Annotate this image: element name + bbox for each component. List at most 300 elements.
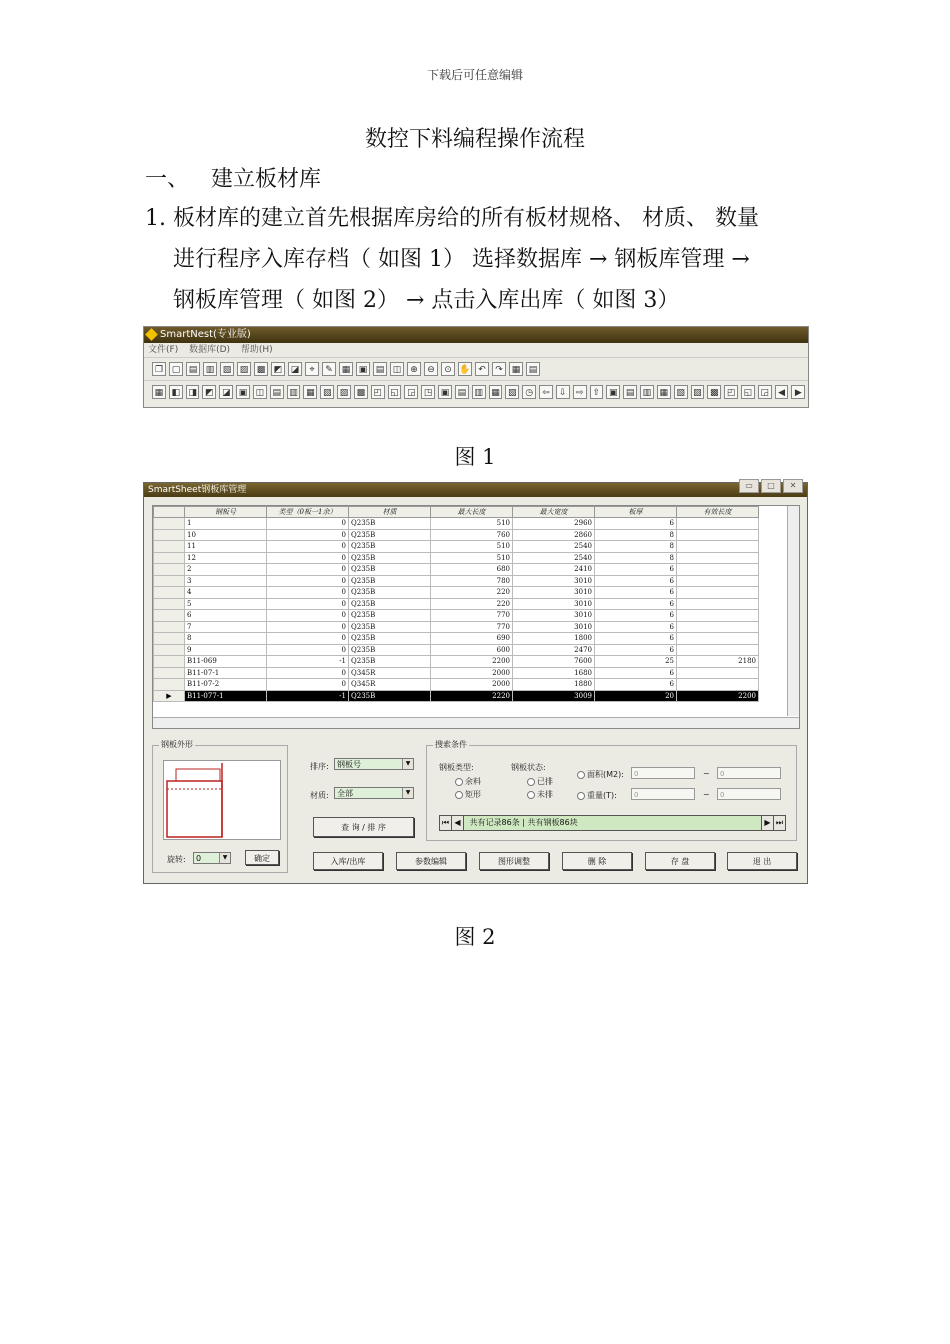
row-indicator[interactable]	[154, 587, 185, 599]
toolbar-button-icon[interactable]: ◷	[522, 385, 536, 399]
table-cell[interactable]: 2540	[513, 541, 595, 553]
prev-record-icon[interactable]: ◀	[452, 816, 464, 830]
toolbar-button-icon[interactable]: ▤	[186, 362, 200, 376]
toolbar-button-icon[interactable]: ▤	[373, 362, 387, 376]
table-cell[interactable]: 0	[267, 679, 349, 691]
table-cell[interactable]: 600	[431, 644, 513, 656]
table-cell[interactable]	[677, 621, 759, 633]
toolbar-button-icon[interactable]: ◨	[186, 385, 200, 399]
delete-button[interactable]: 删 除	[562, 852, 632, 870]
table-cell[interactable]: 9	[185, 644, 267, 656]
material-value: 全部	[337, 789, 353, 798]
rotate-value: 0	[196, 854, 202, 863]
table-row[interactable]	[154, 610, 759, 622]
toolbar-button-icon[interactable]: ⊖	[424, 362, 438, 376]
figure-2-sheet-manager-screenshot	[143, 482, 808, 884]
table-cell[interactable]: 770	[431, 621, 513, 633]
toolbar-button-icon[interactable]: ◪	[219, 385, 233, 399]
table-cell[interactable]: 510	[431, 541, 513, 553]
toolbar-button-icon[interactable]: ▤	[455, 385, 469, 399]
plate-status-unnested-radio[interactable]	[527, 789, 553, 800]
table-cell[interactable]: 0	[267, 644, 349, 656]
toolbar-button-icon[interactable]: ◱	[741, 385, 755, 399]
toolbar-button-icon[interactable]: ⇧	[590, 385, 604, 399]
table-cell[interactable]: 4	[185, 587, 267, 599]
table-cell[interactable]	[677, 610, 759, 622]
close-icon[interactable]: ✕	[783, 479, 803, 493]
toolbar-button-icon[interactable]: ▩	[354, 385, 368, 399]
table-cell[interactable]: 1680	[513, 667, 595, 679]
table-row[interactable]	[154, 541, 759, 553]
table-row[interactable]	[154, 587, 759, 599]
toolbar-button-icon[interactable]: ◪	[288, 362, 302, 376]
toolbar-button-icon[interactable]: ▨	[691, 385, 705, 399]
row-indicator[interactable]	[154, 552, 185, 564]
save-button[interactable]: 存 盘	[645, 852, 715, 870]
rotate-label: 旋转:	[167, 855, 186, 864]
table-row[interactable]	[154, 644, 759, 656]
toolbar-button-icon[interactable]: ⊙	[441, 362, 455, 376]
toolbar-button-icon[interactable]: ▧	[320, 385, 334, 399]
weight-min-input[interactable]: 0	[631, 788, 695, 800]
table-cell[interactable]: 0	[267, 518, 349, 530]
table-cell[interactable]	[677, 667, 759, 679]
table-cell[interactable]: 2000	[431, 667, 513, 679]
table-cell[interactable]: 12	[185, 552, 267, 564]
toolbar-button-icon[interactable]: ◳	[421, 385, 435, 399]
rect-label: 矩形	[465, 790, 481, 799]
column-header[interactable]: 材质	[349, 507, 431, 518]
table-row[interactable]	[154, 575, 759, 587]
table-cell[interactable]: 0	[267, 587, 349, 599]
table-cell[interactable]	[677, 679, 759, 691]
table-cell[interactable]: Q235B	[349, 564, 431, 576]
toolbar-button-icon[interactable]: ✎	[322, 362, 336, 376]
toolbar-button-icon[interactable]: ▢	[169, 362, 183, 376]
chevron-down-icon: ▼	[402, 788, 413, 798]
table-cell[interactable]	[677, 529, 759, 541]
radio-icon	[455, 791, 463, 799]
table-cell[interactable]: 1880	[513, 679, 595, 691]
table-cell[interactable]: 0	[267, 552, 349, 564]
table-cell[interactable]: 3010	[513, 598, 595, 610]
toolbar-button-icon[interactable]: ▶	[791, 385, 805, 399]
table-row[interactable]	[154, 564, 759, 576]
window-title: SmartNest(专业版)	[160, 329, 251, 340]
table-cell[interactable]: -1	[267, 690, 349, 702]
toolbar-button-icon[interactable]: ◧	[169, 385, 183, 399]
param-edit-button[interactable]: 参数编辑	[396, 852, 466, 870]
table-cell[interactable]: 690	[431, 633, 513, 645]
table-row[interactable]	[154, 529, 759, 541]
last-record-icon[interactable]: ⏭	[773, 816, 785, 830]
table-cell[interactable]: -1	[267, 656, 349, 668]
material-label: 材质:	[310, 791, 329, 800]
area-max-input[interactable]: 0	[717, 767, 781, 779]
table-row[interactable]	[154, 690, 759, 702]
toolbar-button-icon[interactable]: ↷	[492, 362, 506, 376]
toolbar-button-icon[interactable]: ◀	[775, 385, 789, 399]
toolbar-button-icon[interactable]: ◲	[758, 385, 772, 399]
table-cell[interactable]: 6	[595, 610, 677, 622]
toolbar-row-2	[144, 380, 808, 403]
record-status-text: 共有记录86条 | 共有钢板86块	[469, 818, 578, 827]
graphic-adjust-button[interactable]: 图形调整	[479, 852, 549, 870]
table-cell[interactable]: Q235B	[349, 541, 431, 553]
column-header[interactable]: 板厚	[595, 507, 677, 518]
window-title: SmartSheet钢板库管理	[148, 485, 247, 495]
table-cell[interactable]: 220	[431, 598, 513, 610]
toolbar-button-icon[interactable]: ⌖	[305, 362, 319, 376]
radio-icon	[577, 771, 585, 779]
table-cell[interactable]	[677, 598, 759, 610]
table-cell[interactable]: 220	[431, 587, 513, 599]
table-cell[interactable]: 0	[267, 598, 349, 610]
table-cell[interactable]: Q235B	[349, 610, 431, 622]
toolbar-button-icon[interactable]: ▤	[526, 362, 540, 376]
table-cell[interactable]: 2860	[513, 529, 595, 541]
table-cell[interactable]: Q235B	[349, 529, 431, 541]
table-cell[interactable]: 6	[595, 598, 677, 610]
table-cell[interactable]: 2540	[513, 552, 595, 564]
table-cell[interactable]: 780	[431, 575, 513, 587]
row-indicator[interactable]	[154, 575, 185, 587]
table-row[interactable]	[154, 621, 759, 633]
minimize-icon[interactable]: ▭	[739, 479, 759, 493]
table-cell[interactable]: Q345R	[349, 667, 431, 679]
paragraph-line-3: 钢板库管理（ 如图 2） → 点击入库出库（ 如图 3）	[173, 288, 680, 313]
table-cell[interactable]: 0	[267, 529, 349, 541]
table-row[interactable]	[154, 598, 759, 610]
table-cell[interactable]: 6	[185, 610, 267, 622]
toolbar-button-icon[interactable]: ◫	[390, 362, 404, 376]
confirm-button[interactable]: 确定	[245, 850, 279, 865]
toolbar-button-icon[interactable]: ▧	[505, 385, 519, 399]
toolbar-button-icon[interactable]: ▥	[640, 385, 654, 399]
menu-help[interactable]: 帮助(H)	[240, 345, 273, 355]
row-indicator[interactable]	[154, 529, 185, 541]
table-cell[interactable]: Q235B	[349, 621, 431, 633]
sort-select[interactable]	[334, 758, 414, 770]
toolbar-button-icon[interactable]: ◰	[724, 385, 738, 399]
nested-label: 已排	[537, 777, 553, 786]
window-titlebar	[144, 327, 808, 343]
horizontal-scrollbar[interactable]	[153, 717, 799, 728]
radio-icon	[455, 778, 463, 786]
toolbar-button-icon[interactable]: ⇦	[539, 385, 553, 399]
table-cell[interactable]: 5	[185, 598, 267, 610]
row-indicator[interactable]: ▶	[154, 690, 185, 702]
toolbar-button-icon[interactable]: ▨	[337, 385, 351, 399]
table-cell[interactable]: Q235B	[349, 587, 431, 599]
toolbar-button-icon[interactable]: ▦	[339, 362, 353, 376]
section-heading	[145, 162, 321, 193]
table-cell[interactable]: 3010	[513, 621, 595, 633]
table-cell[interactable]: 6	[595, 564, 677, 576]
record-navigator	[439, 815, 786, 831]
table-cell[interactable]	[677, 541, 759, 553]
plate-status-label: 钢板状态:	[511, 763, 546, 772]
table-cell[interactable]: 10	[185, 529, 267, 541]
section-number: 一、	[145, 167, 190, 192]
menu-bar	[144, 343, 808, 357]
table-cell[interactable]: 2220	[431, 690, 513, 702]
toolbar-button-icon[interactable]: ⊕	[407, 362, 421, 376]
toolbar-button-icon[interactable]: ▧	[220, 362, 234, 376]
column-header[interactable]: 钢板号	[185, 507, 267, 518]
table-cell[interactable]: Q235B	[349, 633, 431, 645]
toolbar-button-icon[interactable]: ▩	[707, 385, 721, 399]
area-label: 面积(M2):	[587, 770, 624, 779]
table-cell[interactable]: 0	[267, 667, 349, 679]
table-cell[interactable]: B11-077-1	[185, 690, 267, 702]
toolbar-button-icon[interactable]: ▦	[303, 385, 317, 399]
app-logo-icon	[145, 328, 158, 341]
table-cell[interactable]: 510	[431, 552, 513, 564]
weight-tilde: ~	[703, 790, 710, 799]
paragraph-1	[145, 198, 815, 321]
toolbar-button-icon[interactable]: ▤	[270, 385, 284, 399]
toolbar-button-icon[interactable]: ▥	[287, 385, 301, 399]
table-cell[interactable]: 0	[267, 541, 349, 553]
toolbar-button-icon[interactable]: ▣	[236, 385, 250, 399]
paragraph-line-1: 1. 板材库的建立首先根据库房给的所有板材规格、 材质、 数量	[145, 206, 759, 231]
toolbar-button-icon[interactable]: ⇨	[573, 385, 587, 399]
table-cell[interactable]: 6	[595, 667, 677, 679]
figure-2-caption: 图 2	[454, 925, 496, 949]
table-cell[interactable]: 8	[595, 552, 677, 564]
maximize-icon[interactable]: □	[761, 479, 781, 493]
table-cell[interactable]: Q235B	[349, 656, 431, 668]
row-indicator[interactable]	[154, 667, 185, 679]
table-cell[interactable]: 1800	[513, 633, 595, 645]
table-cell[interactable]: 0	[267, 575, 349, 587]
toolbar-button-icon[interactable]: ↶	[475, 362, 489, 376]
column-header[interactable]: 有效长度	[677, 507, 759, 518]
row-indicator[interactable]	[154, 656, 185, 668]
table-row[interactable]	[154, 552, 759, 564]
radio-icon	[577, 792, 585, 800]
table-cell[interactable]	[677, 587, 759, 599]
toolbar-button-icon[interactable]: ◲	[404, 385, 418, 399]
table-cell[interactable]	[677, 644, 759, 656]
toolbar-button-icon[interactable]: ▦	[509, 362, 523, 376]
table-cell[interactable]: Q235B	[349, 575, 431, 587]
stock-in-out-button[interactable]: 入库/出库	[313, 852, 383, 870]
area-min-input[interactable]: 0	[631, 767, 695, 779]
toolbar-button-icon[interactable]: ▧	[674, 385, 688, 399]
table-cell[interactable]: 11	[185, 541, 267, 553]
table-cell[interactable]: 3010	[513, 587, 595, 599]
plate-type-label: 钢板类型:	[439, 763, 474, 772]
table-cell[interactable]: 8	[595, 541, 677, 553]
table-cell[interactable]: Q235B	[349, 552, 431, 564]
toolbar-button-icon[interactable]: ⇩	[556, 385, 570, 399]
plate-type-rect-radio[interactable]	[455, 789, 481, 800]
row-indicator[interactable]	[154, 564, 185, 576]
search-conditions-label: 搜索条件	[435, 740, 467, 749]
leftover-label: 余料	[465, 777, 481, 786]
toolbar-button-icon[interactable]: ▦	[657, 385, 671, 399]
toolbar-button-icon[interactable]: ▣	[438, 385, 452, 399]
column-header[interactable]: 类型（0板一1余）	[267, 507, 349, 518]
row-indicator[interactable]	[154, 518, 185, 530]
table-cell[interactable]: 0	[267, 621, 349, 633]
table-cell[interactable]: 0	[267, 564, 349, 576]
toolbar-button-icon[interactable]: ▣	[606, 385, 620, 399]
table-cell[interactable]: 7	[185, 621, 267, 633]
table-cell[interactable]: 2	[185, 564, 267, 576]
table-cell[interactable]	[677, 575, 759, 587]
chevron-down-icon: ▼	[219, 853, 230, 863]
toolbar-button-icon[interactable]: ◫	[253, 385, 267, 399]
toolbar-button-icon[interactable]: ▨	[237, 362, 251, 376]
table-cell[interactable]: 3010	[513, 575, 595, 587]
toolbar-button-icon[interactable]: ◩	[202, 385, 216, 399]
sort-label: 排序:	[310, 762, 329, 771]
figure-1-caption: 图 1	[454, 445, 496, 469]
table-row[interactable]	[154, 518, 759, 530]
table-cell[interactable]: 3	[185, 575, 267, 587]
radio-icon	[527, 778, 535, 786]
table-cell[interactable]: 2960	[513, 518, 595, 530]
column-header[interactable]: 最大宽度	[513, 507, 595, 518]
plate-shape-drawing	[164, 761, 280, 839]
next-record-icon[interactable]: ▶	[761, 816, 773, 830]
table-cell[interactable]: 6	[595, 518, 677, 530]
toolbar-row-1	[144, 357, 808, 380]
plate-shape-group-label: 钢板外形	[161, 740, 193, 749]
toolbar-button-icon[interactable]: ◩	[271, 362, 285, 376]
table-row[interactable]	[154, 656, 759, 668]
table-cell[interactable]: 0	[267, 633, 349, 645]
table-cell[interactable]: 2180	[677, 656, 759, 668]
toolbar-button-icon[interactable]: ❐	[152, 362, 166, 376]
table-cell[interactable]: B11-07-2	[185, 679, 267, 691]
figure-1-toolbar-screenshot	[143, 326, 809, 408]
table-cell[interactable]: 2470	[513, 644, 595, 656]
table-cell[interactable]: 3009	[513, 690, 595, 702]
row-indicator[interactable]	[154, 598, 185, 610]
table-cell[interactable]: 3010	[513, 610, 595, 622]
area-radio[interactable]	[577, 769, 624, 780]
table-row[interactable]	[154, 667, 759, 679]
table-cell[interactable]: 6	[595, 621, 677, 633]
table-cell[interactable]: 2200	[677, 690, 759, 702]
table-cell[interactable]: B11-07-1	[185, 667, 267, 679]
table-cell[interactable]: 0	[267, 610, 349, 622]
chevron-down-icon: ▼	[402, 759, 413, 769]
table-cell[interactable]: 6	[595, 587, 677, 599]
toolbar-button-icon[interactable]: ◰	[371, 385, 385, 399]
table-cell[interactable]: 1	[185, 518, 267, 530]
weight-label: 重量(T):	[587, 791, 617, 800]
toolbar-button-icon[interactable]: ◱	[388, 385, 402, 399]
toolbar-button-icon[interactable]: ▦	[489, 385, 503, 399]
section-title: 建立板材库	[211, 167, 322, 192]
area-tilde: ~	[703, 769, 710, 778]
menu-file[interactable]: 文件(F)	[148, 345, 179, 355]
table-cell[interactable]: B11-069	[185, 656, 267, 668]
toolbar-button-icon[interactable]: ▤	[623, 385, 637, 399]
plate-status-nested-radio[interactable]	[527, 776, 553, 787]
table-cell[interactable]: 6	[595, 633, 677, 645]
table-cell[interactable]: Q235B	[349, 644, 431, 656]
table-cell[interactable]	[677, 633, 759, 645]
table-cell[interactable]: 8	[185, 633, 267, 645]
table-cell[interactable]	[677, 564, 759, 576]
page-header: 下载后可任意编辑	[426, 68, 523, 82]
row-indicator[interactable]	[154, 679, 185, 691]
table-cell[interactable]: 510	[431, 518, 513, 530]
menu-database[interactable]: 数据库(D)	[189, 345, 231, 355]
table-cell[interactable]: 8	[595, 529, 677, 541]
table-cell[interactable]: 25	[595, 656, 677, 668]
row-indicator-header	[154, 507, 185, 518]
plate-shape-preview	[163, 760, 281, 840]
toolbar-button-icon[interactable]: ✋	[458, 362, 472, 376]
toolbar-button-icon[interactable]: ▦	[152, 385, 166, 399]
table-cell[interactable]: 2000	[431, 679, 513, 691]
plate-type-leftover-radio[interactable]	[455, 776, 481, 787]
table-cell[interactable]: 770	[431, 610, 513, 622]
table-row[interactable]	[154, 679, 759, 691]
row-indicator[interactable]	[154, 621, 185, 633]
row-indicator[interactable]	[154, 633, 185, 645]
table-cell[interactable]: 2410	[513, 564, 595, 576]
table-cell[interactable]: 760	[431, 529, 513, 541]
row-indicator[interactable]	[154, 644, 185, 656]
table-cell[interactable]: 20	[595, 690, 677, 702]
radio-icon	[527, 791, 535, 799]
query-sort-button[interactable]: 查 询 / 排 序	[313, 817, 414, 837]
row-indicator[interactable]	[154, 610, 185, 622]
unnested-label: 未排	[537, 790, 553, 799]
page-title: 数控下料编程操作流程	[364, 127, 585, 152]
table-cell[interactable]: 680	[431, 564, 513, 576]
table-cell[interactable]: Q235B	[349, 690, 431, 702]
exit-button[interactable]: 退 出	[727, 852, 797, 870]
table-cell[interactable]: 6	[595, 575, 677, 587]
paragraph-line-2: 进行程序入库存档（ 如图 1） 选择数据库 → 钢板库管理 →	[173, 247, 750, 272]
toolbar-button-icon[interactable]: ▩	[254, 362, 268, 376]
table-cell[interactable]: 2200	[431, 656, 513, 668]
column-header[interactable]: 最大长度	[431, 507, 513, 518]
first-record-icon[interactable]: ⏮	[440, 816, 452, 830]
toolbar-button-icon[interactable]: ▥	[203, 362, 217, 376]
table-cell[interactable]: Q235B	[349, 598, 431, 610]
table-cell[interactable]: Q345R	[349, 679, 431, 691]
table-cell[interactable]: 6	[595, 644, 677, 656]
plate-shape-group	[152, 740, 288, 873]
row-indicator[interactable]	[154, 541, 185, 553]
table-cell[interactable]	[677, 518, 759, 530]
plate-table	[152, 505, 800, 729]
rotate-select[interactable]	[193, 852, 231, 864]
toolbar-button-icon[interactable]: ▥	[472, 385, 486, 399]
table-cell[interactable]	[677, 552, 759, 564]
table-row[interactable]	[154, 633, 759, 645]
vertical-scrollbar[interactable]	[787, 506, 799, 716]
table-cell[interactable]: Q235B	[349, 518, 431, 530]
weight-max-input[interactable]: 0	[717, 788, 781, 800]
weight-radio[interactable]	[577, 790, 617, 801]
table-cell[interactable]: 6	[595, 679, 677, 691]
material-select[interactable]	[334, 787, 414, 799]
table-cell[interactable]: 7600	[513, 656, 595, 668]
toolbar-button-icon[interactable]: ▣	[356, 362, 370, 376]
window-titlebar	[144, 483, 807, 497]
